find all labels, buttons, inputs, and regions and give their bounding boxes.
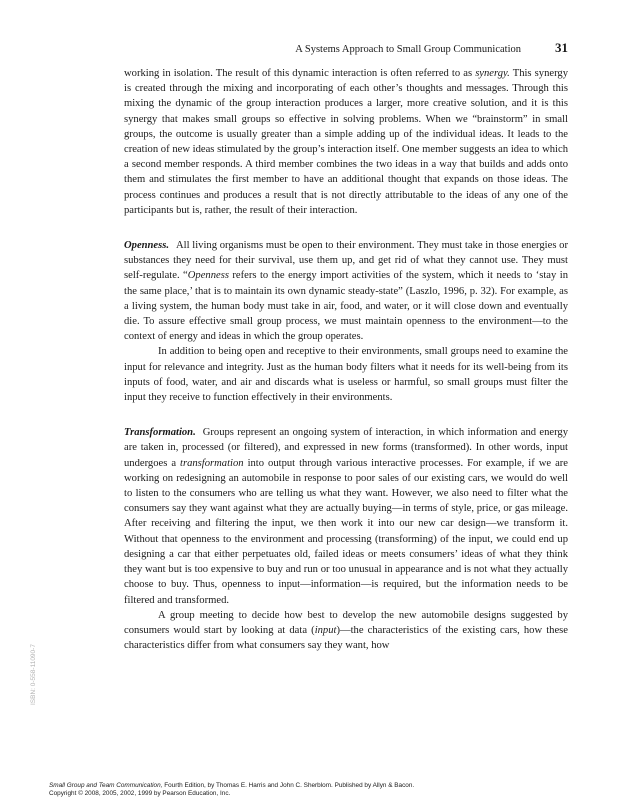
text-run: )—the characteristics of the existing cars, how these characteristics differ from what consumers say they want, how bbox=[124, 624, 569, 652]
text-run: All living organisms must be open to their environment. They must take in those energies or substances they need for their survival, use them up, and get rid of what they cannot use. They must self-regulate. “ bbox=[124, 240, 568, 282]
copyright-footer bbox=[49, 782, 589, 798]
synergy-paragraph bbox=[124, 66, 568, 218]
text-run: refers to the energy import activities of the system, which it needs to ‘stay in the same place,’ that is to maintain its own dynamic steady-state” (Laszlo, 1996, p. 32). For example, as a living system, the human body must take in air, food, and water, or it will close down and eventually die. To assure effective small group process, we must maintain openness to the environment—to the context of energy and ideas in which the group operates. bbox=[124, 270, 569, 343]
openness-paragraph-2: In addition to being open and receptive to their environments, small groups need to examine the input for relevance and integrity. Just as the human body filters what it needs for its well-being from its inputs of food, water, and air and discards what is useless or harmful, so small groups must filter the input they receive to function effectively in their environments. bbox=[124, 346, 568, 404]
emphasis-transformation: transformation bbox=[180, 457, 244, 469]
emphasis-input: input bbox=[314, 624, 337, 636]
text-run: Groups represent an ongoing system of interaction, in which information and energy are taken in, processed (or filtered), and expressed in new forms (transformed). In other words, input undergoes a bbox=[124, 427, 568, 469]
openness-paragraph bbox=[124, 238, 568, 344]
footer-line-1 bbox=[49, 782, 589, 790]
text-run: into output through various interactive processes. For example, if we are working on redesigning an automobile in response to poor sales of our existing cars, we would do well to listen to the consumers who are telling us what they want. However, we also need to filter what the consumers say they want against what they are actually buying—in terms of style, price, or gas mileage. After receiving and filtering the input, we then work it into our new car design—we transform it. Without that openness to the environment and processing (transforming) of the input, we could end up designing a car that either perpetuates old, failed ideas or meets consumers’ ideas of what they think they want but is too expensive to buy and run or too unusual in appearance and is not what they actually choose to buy. Thus, openness to input—information—is required, but the information needs to be filtered and transformed. bbox=[124, 457, 568, 606]
text-run: working in isolation. The result of this dynamic interaction is often referred to as bbox=[124, 68, 476, 79]
footer-copyright: Copyright © 2008, 2005, 2002, 1999 by Pearson Education, Inc. bbox=[49, 790, 231, 797]
running-title: A Systems Approach to Small Group Communication bbox=[295, 44, 521, 55]
page-number: 31 bbox=[555, 40, 568, 55]
running-head bbox=[124, 40, 568, 56]
emphasis-openness: Openness bbox=[187, 270, 229, 282]
text-run: A group meeting to decide how best to develop the new automobile designs suggested by consumers would start by looking at data ( bbox=[124, 609, 568, 636]
footer-book-title: Small Group and Team Communication, bbox=[49, 782, 163, 789]
transformation-paragraph-2 bbox=[124, 608, 568, 654]
footer-publication: Fourth Edition, by Thomas E. Harris and John C. Sherblom. Published by Allyn & Bacon. bbox=[162, 782, 415, 789]
emphasis-synergy: synergy. bbox=[475, 68, 510, 79]
openness-heading: Openness. bbox=[124, 240, 170, 252]
isbn-sidebar: ISBN: 0-558-11090-7 bbox=[30, 644, 37, 705]
transformation-heading: Transformation. bbox=[124, 427, 196, 439]
transformation-paragraph bbox=[124, 425, 568, 607]
text-run: This synergy is created through the mixing and incorporating of each other’s thoughts and messages. Through this mixing the dynamic of the group interaction produces a larger, more creative solution, and it is this synergy that makes small groups so effective in solving problems. When we “brainstorm” in small groups, the outcome is usually greater than a simple adding up of the individual ideas. It leads to the creation of new ideas stimulated by the group’s interaction itself. One member suggests an idea to which a second member responds. A third member combines the two ideas in a way that builds and adds onto them and stimulates the first member to have an additional thought that expands on those ideas. The process continues and produces a result that is not directly attributable to the ideas of any one of the participants but is, rather, the result of their interaction. bbox=[124, 68, 568, 216]
body-text bbox=[124, 66, 568, 653]
